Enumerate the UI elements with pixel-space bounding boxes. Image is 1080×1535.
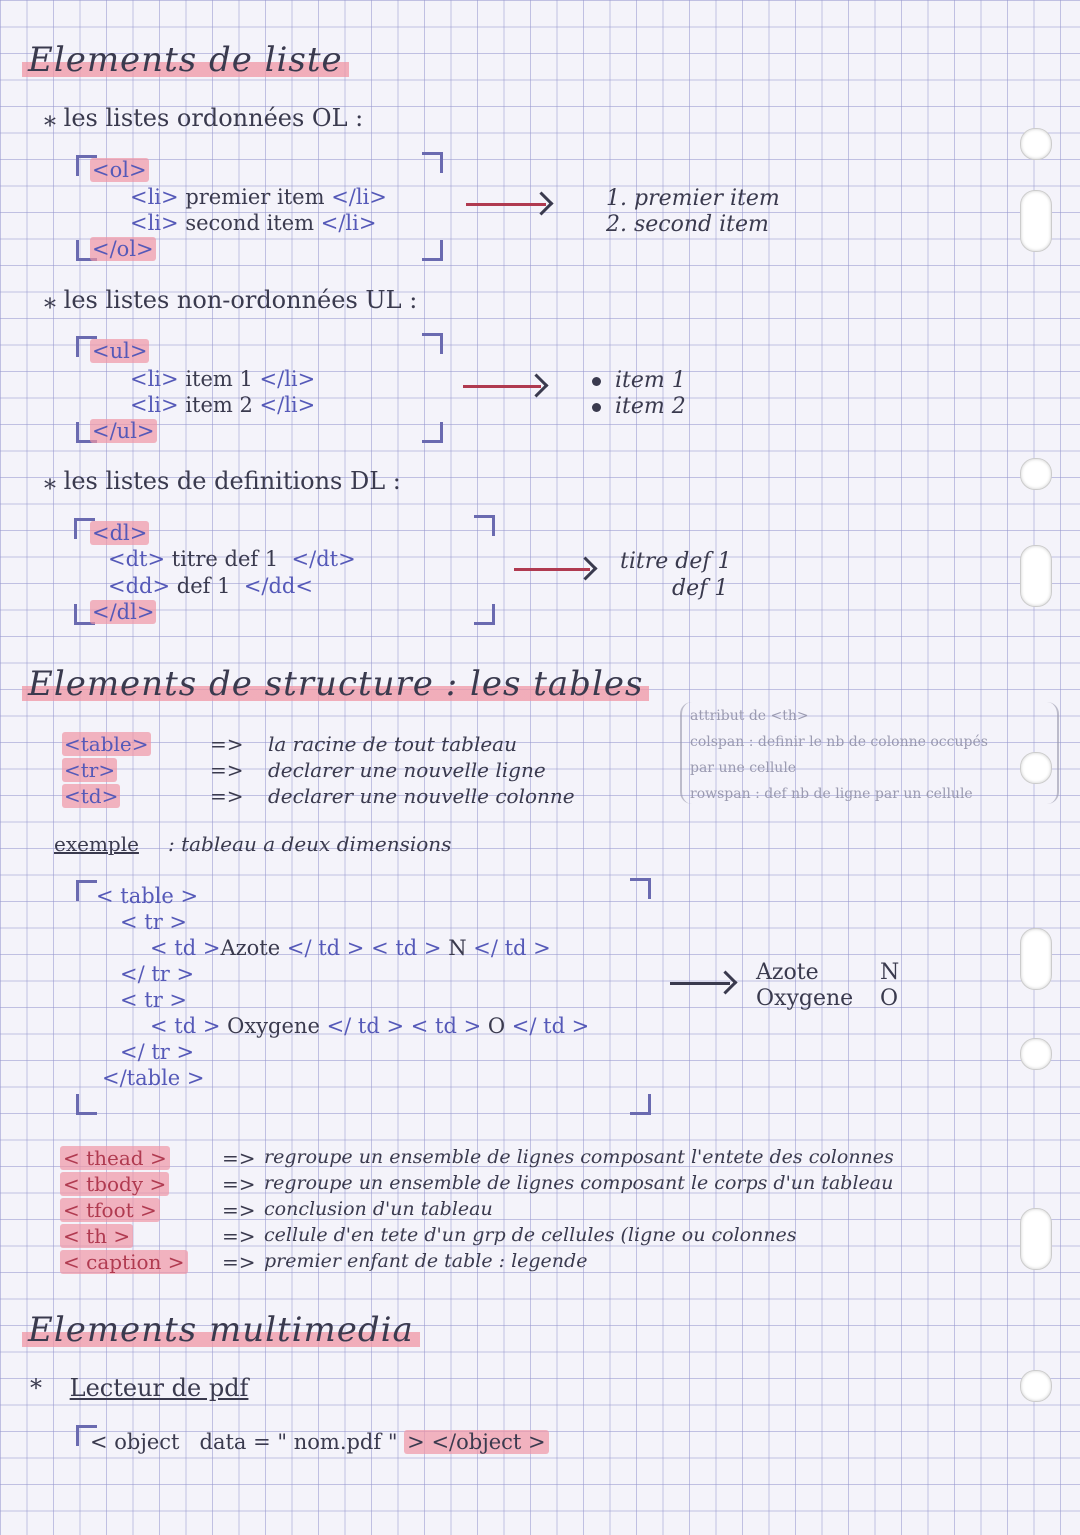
- dl-heading: [44, 467, 401, 495]
- star-bullet-icon: ⁎: [44, 467, 56, 495]
- pdf-heading-text: Lecteur de pdf: [69, 1374, 249, 1402]
- bracket-corner: [76, 880, 97, 901]
- def-text: declarer une nouvelle ligne: [268, 758, 546, 782]
- result-cell: O: [880, 986, 899, 1011]
- dl-line-1: <dt> titre def 1 </dt>: [108, 547, 356, 571]
- more-tag: < caption >: [60, 1250, 188, 1274]
- table-def-row: <tr>: [64, 758, 116, 782]
- def-arrow: =>: [222, 1172, 256, 1196]
- binder-hole: [1020, 458, 1052, 490]
- arrow-right-icon: [514, 568, 590, 571]
- code-line: </ tr >: [120, 962, 195, 986]
- section-title-multimedia: [22, 1310, 420, 1350]
- bullet-dot-icon: [592, 377, 601, 386]
- more-tag: < tfoot >: [60, 1198, 160, 1222]
- ul-line-1: <li> item 1 </li>: [130, 367, 316, 391]
- def-text: premier enfant de table : legende: [264, 1250, 588, 1272]
- star-bullet-icon: *: [30, 1374, 42, 1402]
- result-cell: Azote: [756, 960, 819, 985]
- ol-open-tag: <ol>: [92, 158, 147, 182]
- ol-line-2: <li> second item </li>: [130, 211, 377, 235]
- binder-hole: [1020, 1370, 1052, 1402]
- section-title-tables-text: Elements de structure : les tables: [22, 664, 649, 704]
- binder-hole: [1020, 128, 1052, 160]
- ol-heading-text: les listes ordonnées OL :: [63, 104, 364, 132]
- def-arrow: =>: [210, 758, 244, 782]
- code-line: </table >: [102, 1066, 205, 1090]
- ul-line-2: <li> item 2 </li>: [130, 393, 316, 417]
- more-tag: < tbody >: [60, 1172, 169, 1196]
- ol-close-tag: </ol>: [92, 237, 154, 261]
- bracket-corner: [422, 240, 443, 261]
- ul-result-1: item 1: [592, 368, 686, 393]
- binder-hole: [1020, 545, 1052, 607]
- note-line: colspan : definir le nb de colonne occupés: [690, 734, 988, 750]
- ul-open-tag: <ul>: [92, 339, 148, 363]
- more-tag: < th >: [60, 1224, 133, 1248]
- def-arrow: =>: [222, 1198, 256, 1222]
- code-line: < tr >: [120, 910, 188, 934]
- bracket-corner: [422, 333, 443, 354]
- def-arrow: =>: [222, 1224, 256, 1248]
- ul-result-2: item 2: [592, 394, 686, 419]
- bracket-corner: [422, 422, 443, 443]
- ol-result-2: 2. second item: [606, 212, 769, 237]
- def-text: la racine de tout tableau: [268, 732, 517, 756]
- bracket-corner: [76, 1094, 97, 1115]
- note-line: rowspan : def nb de ligne par un cellule: [690, 786, 973, 802]
- bracket-corner: [630, 1094, 651, 1115]
- table-def-row: <table>: [64, 732, 149, 756]
- arrow-right-icon: [670, 982, 730, 985]
- code-line: </ tr >: [120, 1040, 195, 1064]
- star-bullet-icon: ⁎: [44, 104, 56, 132]
- code-line: < table >: [96, 884, 199, 908]
- example-label: exemple: [54, 832, 139, 856]
- more-tag: < thead >: [60, 1146, 170, 1170]
- bullet-dot-icon: [592, 403, 601, 412]
- bracket-corner: [630, 878, 651, 899]
- code-line: < tr >: [120, 988, 188, 1012]
- ol-result-1: 1. premier item: [606, 186, 780, 211]
- example-text: : tableau a deux dimensions: [168, 832, 452, 856]
- pdf-code-line: < object data = " nom.pdf " > </object >: [90, 1430, 549, 1454]
- bracket-corner: [474, 515, 495, 536]
- dl-line-2: <dd> def 1 </dd<: [108, 574, 313, 598]
- dl-close-tag: </dl>: [92, 600, 155, 624]
- binder-hole: [1020, 928, 1052, 990]
- ul-heading: [44, 286, 417, 314]
- ol-line-1: <li> premier item </li>: [130, 185, 387, 209]
- note-line: attribut de <th>: [690, 708, 809, 724]
- bracket-corner: [422, 152, 443, 173]
- def-text: regroupe un ensemble de lignes composant le corps d'un tableau: [264, 1172, 894, 1194]
- table-def-row: <td>: [64, 784, 119, 808]
- def-arrow: =>: [222, 1146, 256, 1170]
- def-text: regroupe un ensemble de lignes composant l'entete des colonnes: [264, 1146, 894, 1168]
- arrow-right-icon: [466, 203, 546, 206]
- def-arrow: =>: [210, 732, 244, 756]
- binder-hole: [1020, 1038, 1052, 1070]
- arrow-right-icon: [463, 385, 541, 388]
- def-text: declarer une nouvelle colonne: [268, 784, 575, 808]
- note-line: par une cellule: [690, 760, 797, 776]
- dl-result-def: def 1: [672, 576, 729, 601]
- code-line: < td > Oxygene </ td > < td > O </ td >: [150, 1014, 590, 1038]
- def-text: cellule d'en tete d'un grp de cellules (ligne ou colonnes: [264, 1224, 797, 1246]
- def-arrow: =>: [222, 1250, 256, 1274]
- ol-heading: [44, 104, 363, 132]
- bracket-corner: [474, 604, 495, 625]
- def-arrow: =>: [210, 784, 244, 808]
- dl-heading-text: les listes de definitions DL :: [63, 467, 401, 495]
- ul-heading-text: les listes non-ordonnées UL :: [63, 286, 418, 314]
- def-text: conclusion d'un tableau: [264, 1198, 493, 1220]
- pdf-heading: [30, 1374, 248, 1402]
- star-bullet-icon: ⁎: [44, 286, 56, 314]
- section-title-lists: [22, 40, 349, 80]
- section-title-multimedia-text: Elements multimedia: [22, 1310, 420, 1350]
- section-title-lists-text: Elements de liste: [22, 40, 349, 80]
- section-title-tables: [22, 664, 649, 704]
- binder-hole: [1020, 1208, 1052, 1270]
- code-line: < td >Azote </ td > < td > N </ td >: [150, 936, 551, 960]
- ul-close-tag: </ul>: [92, 419, 155, 443]
- dl-open-tag: <dl>: [92, 521, 148, 545]
- result-cell: Oxygene: [756, 986, 854, 1011]
- result-cell: N: [880, 960, 900, 985]
- dl-result-title: titre def 1: [620, 549, 732, 574]
- binder-hole: [1020, 190, 1052, 252]
